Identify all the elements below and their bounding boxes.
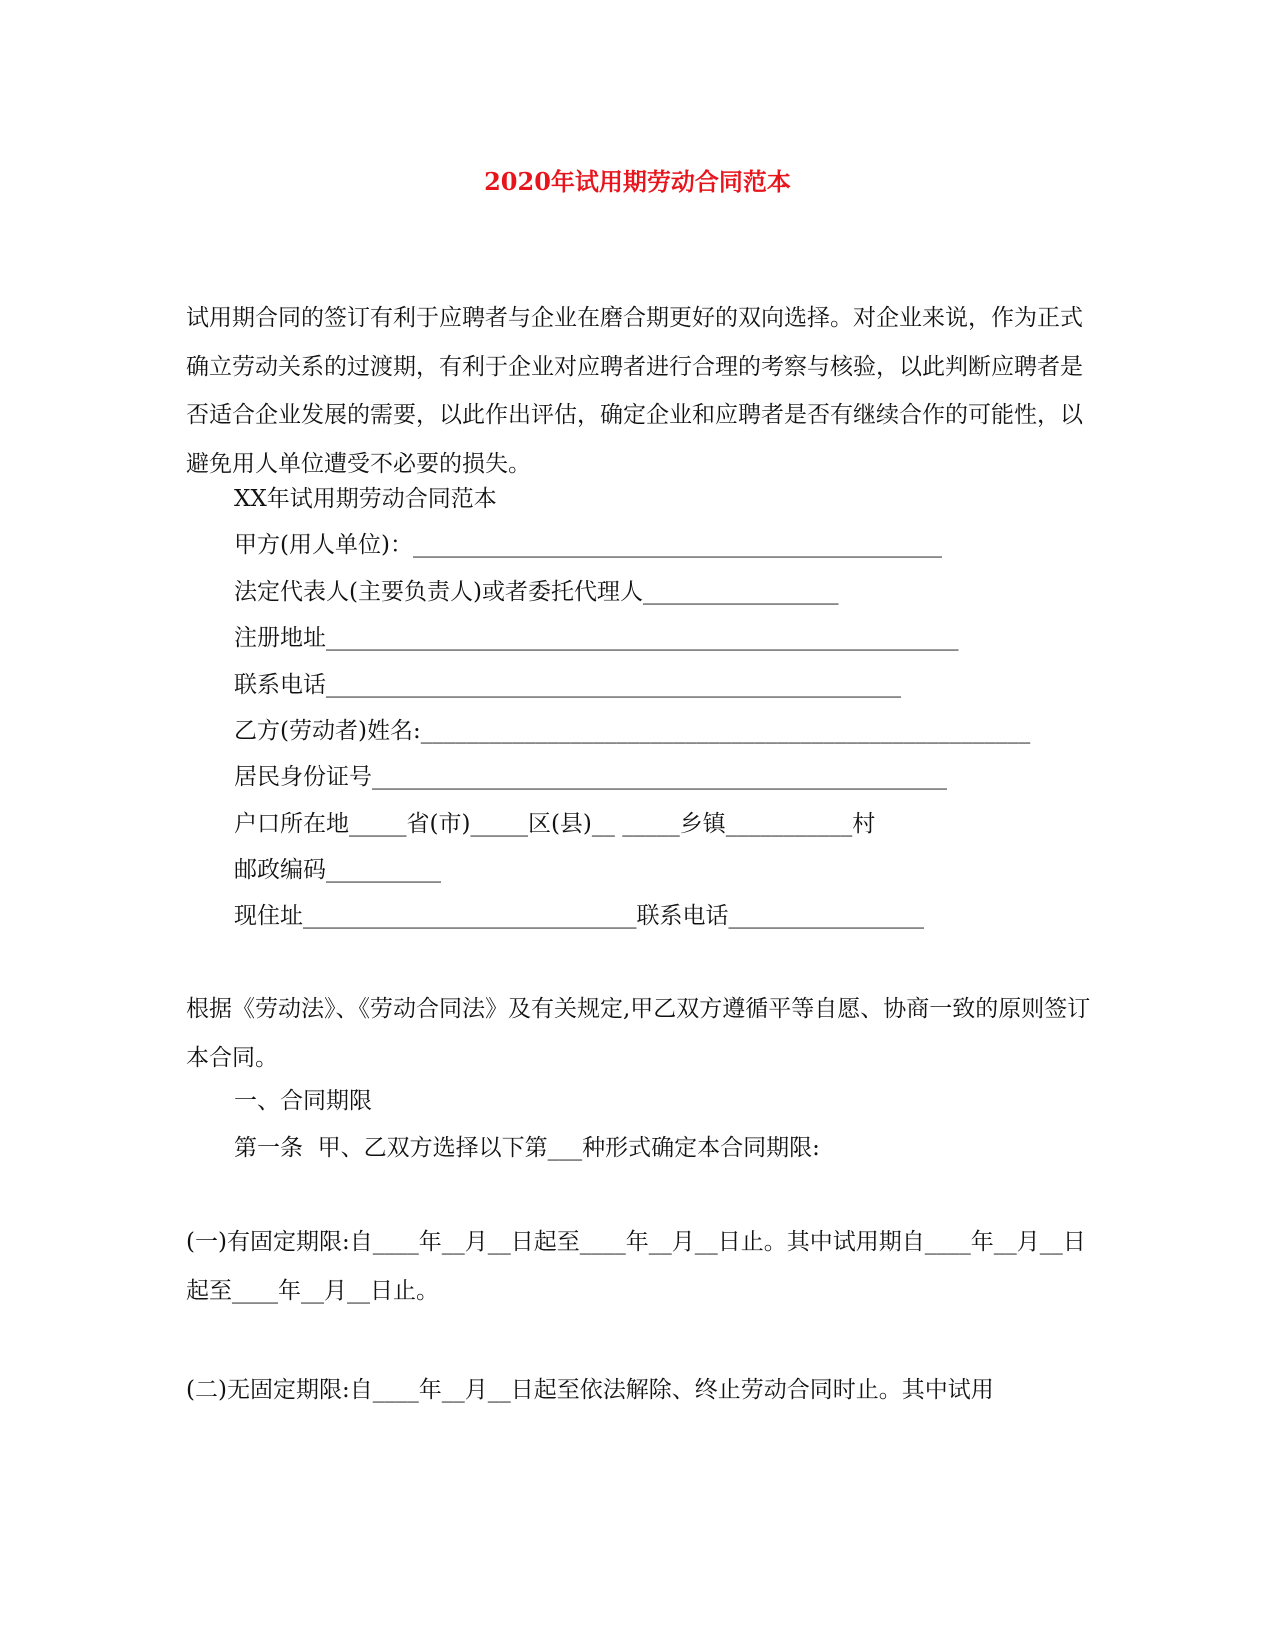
term-option-2: (二)无固定期限:自____年__月__日起至依法解除、终止劳动合同时止。其中试用 <box>186 1377 994 1403</box>
section-1-heading: 一、合同期限 <box>234 1088 372 1114</box>
party-a-phone-field: 联系电话__________________________________________________ <box>234 672 901 698</box>
party-a-field: 甲方(用人单位)：______________________________________________ <box>234 532 942 558</box>
legal-basis-paragraph: 根据《劳动法》、《劳动合同法》及有关规定,甲乙双方遵循平等自愿、协商一致的原则签订本合同。 <box>186 996 1091 1071</box>
legal-representative-field: 法定代表人(主要负责人)或者委托代理人_________________ <box>234 579 839 605</box>
current-address-field: 现住址_____________________________联系电话_________________ <box>234 903 924 929</box>
intro-paragraph: 试用期合同的签订有利于应聘者与企业在磨合期更好的双向选择。对企业来说，作为正式确立劳动关系的过渡期，有利于企业对应聘者进行合理的考察与核验，以此判断应聘者是否适合企业发展的需要，以此作出评估，确定企业和应聘者是否有继续合作的可能性，以避免用人单位遭受不必要的损失。 <box>186 305 1083 477</box>
postal-code-field: 邮政编码__________ <box>234 857 441 883</box>
document-title: 2020年试用期劳动合同范本 <box>484 167 791 196</box>
id-number-field: 居民身份证号__________________________________________________ <box>234 764 947 790</box>
household-registration-field: 户口所在地_____省(市)_____区(县)__ _____乡镇___________村 <box>234 811 876 837</box>
registered-address-field: 注册地址_______________________________________________________ <box>234 625 959 651</box>
term-option-1: (一)有固定期限:自____年__月__日起至____年__月__日止。其中试用期自____年__月__日起至____年__月__日止。 <box>186 1229 1086 1304</box>
party-b-name-field: 乙方(劳动者)姓名:_____________________________________________________ <box>234 718 1031 744</box>
article-1: 第一条 甲、乙双方选择以下第___种形式确定本合同期限: <box>234 1135 820 1161</box>
contract-subtitle: XX年试用期劳动合同范本 <box>234 486 497 512</box>
